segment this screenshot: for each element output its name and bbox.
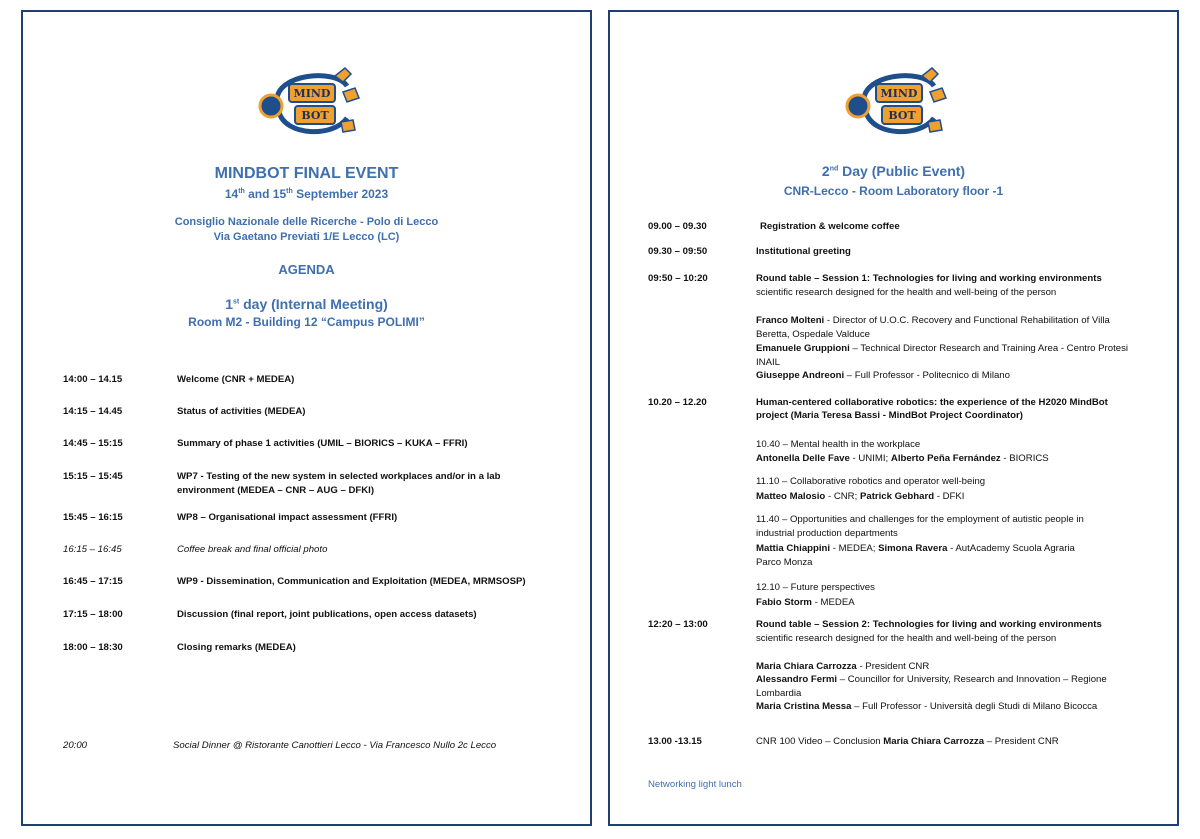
speaker: Giuseppe Andreoni – Full Professor - Politecnico di Milano	[756, 370, 1010, 381]
speaker-cont: Beretta, Ospedale Valduce	[756, 329, 870, 340]
speaker: Alessandro Fermi – Councillor for University, Research and Innovation – Regione	[756, 674, 1107, 685]
schedule-desc: Institutional greeting	[756, 246, 851, 257]
speaker-cont: INAIL	[756, 357, 780, 368]
talk-title: 12.10 – Future perspectives	[756, 582, 875, 593]
logo-text-mind: MIND	[880, 87, 918, 100]
dinner-time: 20:00	[63, 740, 88, 751]
schedule-desc: WP8 – Organisational impact assessment (FFRI)	[177, 512, 398, 523]
talk-speakers: Antonella Delle Fave - UNIMI; Alberto Peña Fernández - BIORICS	[756, 453, 1049, 464]
schedule-time: 14:15 – 14.45	[63, 406, 123, 417]
session2-subtitle: scientific research designed for the health and well-being of the person	[756, 633, 1057, 644]
session-title: Human-centered collaborative robotics: the experience of the H2020 MindBot	[756, 397, 1108, 408]
speaker: Maria Chiara Carrozza - President CNR	[756, 661, 930, 672]
logo-circle	[260, 95, 282, 117]
agenda-page-day2	[608, 10, 1179, 826]
logo-text-bot: BOT	[888, 109, 916, 122]
schedule-time: 18:00 – 18:30	[63, 642, 123, 653]
day1-room: Room M2 - Building 12 “Campus POLIMI”	[188, 315, 425, 329]
organisation-name: Consiglio Nazionale delle Ricerche - Polo di Lecco	[174, 216, 439, 228]
speaker: Maria Cristina Messa – Full Professor - Università degli Studi di Milano Bicocca	[756, 701, 1098, 712]
logo-gripper-bottom	[928, 120, 942, 132]
organisation-address: Via Gaetano Previati 1/E Lecco (LC)	[213, 231, 400, 243]
schedule-time: 16:15 – 16:45	[63, 544, 122, 555]
schedule-time: 09:50 – 10:20	[648, 273, 708, 284]
logo-text-bot: BOT	[301, 109, 329, 122]
logo-circle	[847, 95, 869, 117]
schedule-desc: Registration & welcome coffee	[760, 221, 900, 232]
networking-lunch: Networking light lunch	[648, 779, 742, 790]
talk-speakers: Matteo Malosio - CNR; Patrick Gebhard - DFKI	[756, 491, 965, 502]
talk-title: 11.10 – Collaborative robotics and operator well-being	[756, 476, 986, 487]
schedule-desc: Welcome (CNR + MEDEA)	[177, 374, 295, 385]
day1-heading: 1st day (Internal Meeting)	[225, 296, 388, 312]
schedule-time: 17:15 – 18:00	[63, 609, 123, 620]
talk-title: 11.40 – Opportunities and challenges for the employment of autistic people in	[756, 514, 1084, 525]
schedule-time: 15:45 – 16:15	[63, 512, 123, 523]
speaker: Emanuele Gruppioni – Technical Director Research and Training Area - Centro Protesi	[756, 343, 1129, 354]
schedule-desc-cont: environment (MEDEA – CNR – AUG – DFKI)	[177, 485, 375, 496]
speaker: Franco Molteni - Director of U.O.C. Recovery and Functional Rehabilitation of Villa	[756, 315, 1110, 326]
logo-gripper-mid	[343, 88, 359, 102]
talk-speakers: Fabio Storm - MEDEA	[756, 597, 855, 608]
mindbot-logo	[255, 62, 365, 142]
schedule-time: 16:45 – 17:15	[63, 576, 123, 587]
schedule-time: 09.30 – 09:50	[648, 246, 708, 257]
session2-title: Round table – Session 2: Technologies for living and working environments	[756, 619, 1102, 630]
talk-speakers-cont: Parco Monza	[756, 557, 813, 568]
logo-text-mind: MIND	[293, 87, 331, 100]
conclusion: CNR 100 Video – Conclusion Maria Chiara Carrozza – President CNR	[756, 736, 1059, 747]
session1-subtitle: scientific research designed for the health and well-being of the person	[756, 287, 1057, 298]
agenda-heading: AGENDA	[278, 262, 335, 277]
event-dates: 14th and 15th September 2023	[224, 187, 389, 201]
schedule-time: 15:15 – 15:45	[63, 471, 123, 482]
schedule-desc: Status of activities (MEDEA)	[177, 406, 306, 417]
session-title-cont: project (Maria Teresa Bassi - MindBot Project Coordinator)	[756, 410, 1023, 421]
logo-gripper-mid	[930, 88, 946, 102]
schedule-desc: WP7 - Testing of the new system in selected workplaces and/or in a lab	[177, 471, 501, 482]
mindbot-logo	[842, 62, 952, 142]
logo-gripper-bottom	[341, 120, 355, 132]
talk-title: 10.40 – Mental health in the workplace	[756, 439, 921, 450]
schedule-desc: WP9 - Dissemination, Communication and Exploitation (MEDEA, MRMSOSP)	[177, 576, 526, 587]
dinner-desc: Social Dinner @ Ristorante Canottieri Lecco - Via Francesco Nullo 2c Lecco	[173, 740, 497, 751]
schedule-time: 09.00 – 09.30	[648, 221, 707, 232]
schedule-desc: Summary of phase 1 activities (UMIL – BIORICS – KUKA – FFRI)	[177, 438, 468, 449]
speaker-cont: Lombardia	[756, 688, 802, 699]
schedule-time: 14:00 – 14.15	[63, 374, 123, 385]
talk-speakers: Mattia Chiappini - MEDEA; Simona Ravera - AutAcademy Scuola Agraria	[756, 543, 1075, 554]
schedule-time: 10.20 – 12.20	[648, 397, 707, 408]
day2-heading: 2nd Day (Public Event)	[821, 163, 966, 179]
schedule-time: 13.00 -13.15	[648, 736, 702, 747]
schedule-time: 14:45 – 15:15	[63, 438, 123, 449]
day2-room: CNR-Lecco - Room Laboratory floor -1	[783, 184, 1004, 198]
event-title: MINDBOT FINAL EVENT	[214, 165, 399, 182]
agenda-page-day1	[21, 10, 592, 826]
schedule-time: 12:20 – 13:00	[648, 619, 708, 630]
session1-title: Round table – Session 1: Technologies for living and working environments	[756, 273, 1102, 284]
talk-title-cont: industrial production departments	[756, 528, 898, 539]
schedule-desc: Closing remarks (MEDEA)	[177, 642, 296, 653]
schedule-desc: Coffee break and final official photo	[177, 544, 328, 555]
schedule-desc: Discussion (final report, joint publications, open access datasets)	[177, 609, 477, 620]
